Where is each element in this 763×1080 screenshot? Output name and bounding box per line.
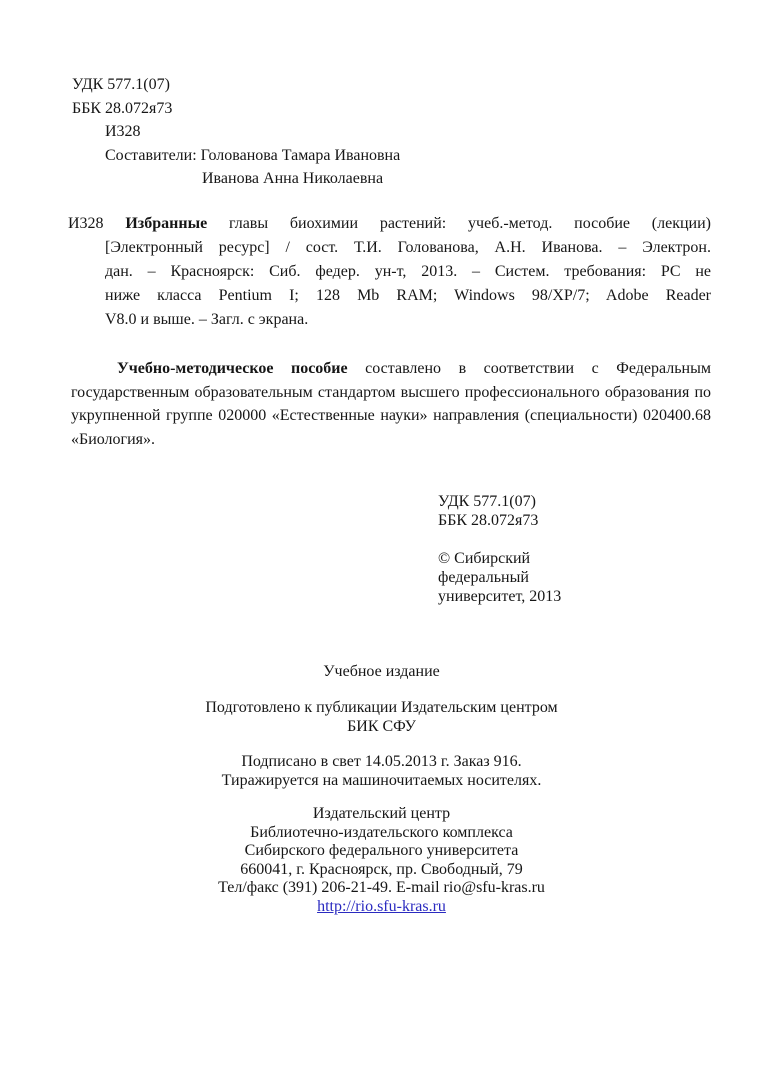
book-index: И328 <box>105 123 141 140</box>
publisher-address: 660041, г. Красноярск, пр. Свободный, 79 <box>240 860 523 878</box>
copyright-line-3: университет, 2013 <box>438 588 562 606</box>
publisher-line-3: Сибирского федерального университета <box>244 842 519 859</box>
udc-code: УДК 577.1(07) <box>72 76 170 93</box>
imprint-bbk-code: ББК 28.072я73 <box>438 512 539 530</box>
imprint-codes-block <box>438 492 561 606</box>
imprint-udc-code: УДК 577.1(07) <box>438 493 536 510</box>
catalog-title: Избранные <box>125 215 208 232</box>
signed-block <box>0 752 763 790</box>
signed-line-1: Подписано в свет 14.05.2013 г. Заказ 916. <box>241 753 522 770</box>
prepared-line-1: Подготовлено к публикации Издательским центром <box>205 699 558 716</box>
catalog-line-1-rest: главы биохимии растений: учеб.-метод. пособие (лекции) <box>228 215 712 232</box>
edition-type: Учебное издание <box>323 663 440 680</box>
annotation-line-1 <box>71 357 711 381</box>
annotation-line-1-rest: составлено в соответствии с Федеральным <box>365 360 711 377</box>
compiler-name-1: Голованова Тамара Ивановна <box>200 146 401 164</box>
annotation-lead: Учебно-методическое пособие <box>117 360 348 377</box>
publisher-line-1: Издательский центр <box>312 805 451 822</box>
annotation-line-3: укрупненной группе 020000 «Естественные науки» направления (специальности) 020400.68 <box>71 407 711 425</box>
compilers-label: Составители: <box>105 146 197 164</box>
catalog-line-3: дан. – Красноярск: Сиб. федер. ун-т, 2013. – Систем. требования: PC не <box>105 262 711 280</box>
catalog-line-1 <box>68 212 712 236</box>
copyright-line-2: федеральный <box>438 568 529 586</box>
compiler-name-2: Иванова Анна Николаевна <box>202 170 384 187</box>
prepared-line-2: БИК СФУ <box>347 718 416 735</box>
catalog-index: И328 <box>68 215 104 232</box>
bbk-code: ББК 28.072я73 <box>72 99 173 117</box>
annotation-line-2: государственным образовательным стандартом высшего профессионального образования по <box>71 383 711 401</box>
copyright-line-1: © Сибирский <box>438 549 531 567</box>
signed-line-2: Тиражируется на машиночитаемых носителях. <box>221 772 542 789</box>
annotation-line-4: «Биология». <box>71 431 156 449</box>
cataloguing-block <box>72 73 400 191</box>
catalog-line-4: ниже класса Pentium I; 128 Mb RAM; Windows 98/XP/7; Adobe Reader <box>105 286 711 304</box>
spacer <box>438 531 561 549</box>
publisher-contacts: Тел/факс (391) 206-21-49. E-mail rio@sfu-kras.ru <box>218 879 545 896</box>
publisher-website-link[interactable]: http://rio.sfu-kras.ru <box>317 897 446 915</box>
publisher-block <box>0 805 763 916</box>
prepared-block <box>0 698 763 736</box>
catalog-line-2: [Электронный ресурс] / сост. Т.И. Голованова, А.Н. Иванова. – Электрон. <box>105 238 711 256</box>
annotation-paragraph <box>71 357 711 452</box>
publisher-line-2: Библиотечно-издательского комплекса <box>250 823 513 841</box>
catalog-entry <box>68 212 712 332</box>
compilers-line <box>72 144 400 168</box>
catalog-line-5: V8.0 и выше. – Загл. с экрана. <box>105 310 309 328</box>
publisher-website-line <box>0 898 763 917</box>
